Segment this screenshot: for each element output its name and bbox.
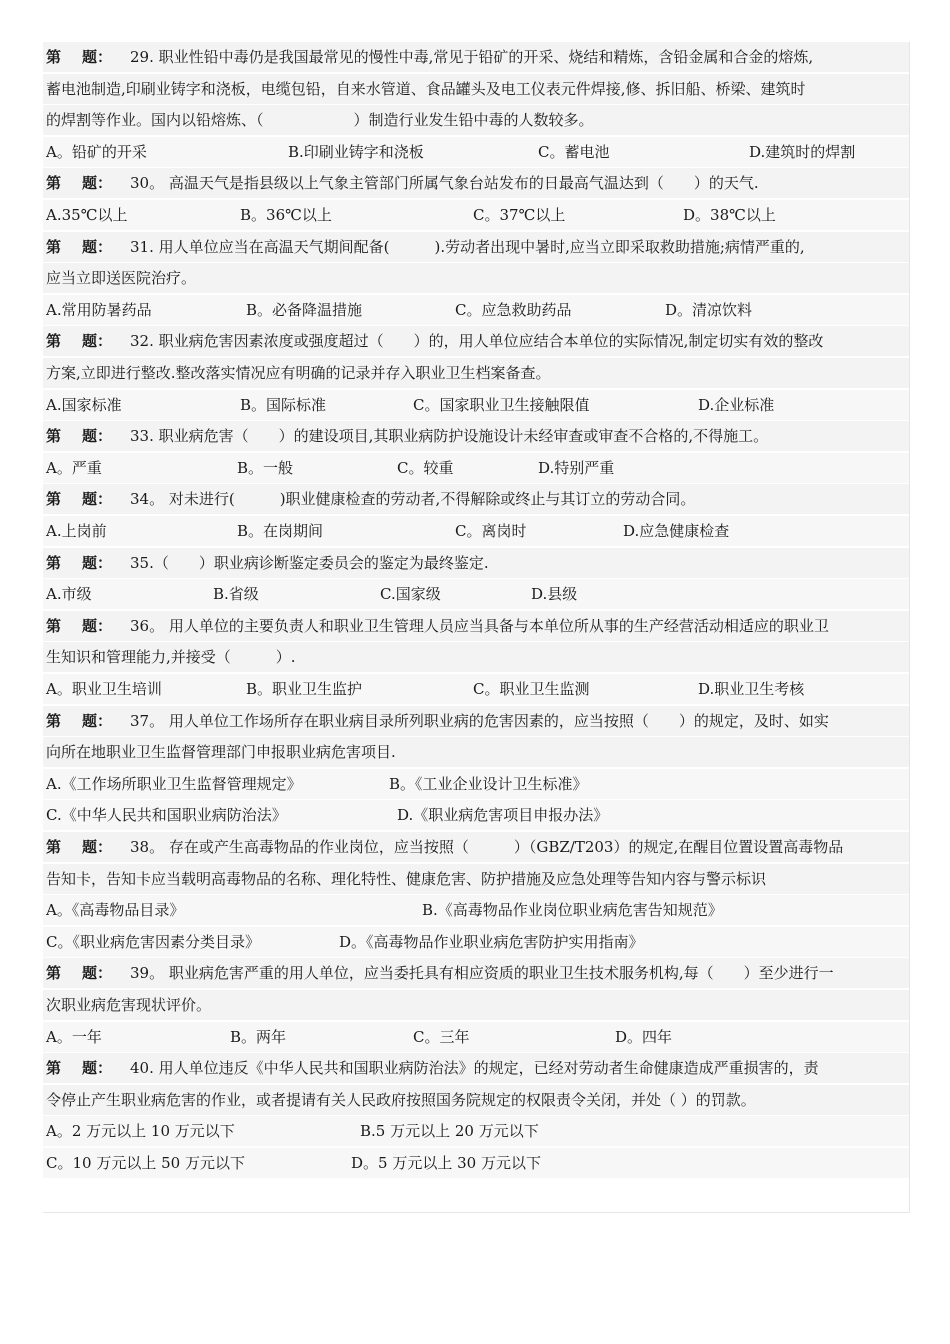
question-text: 33. 职业病危害（ ）的建设项目,其职业病防护设施设计未经审查或审查不合格的,不得施工。 [130, 427, 769, 446]
answer-option[interactable]: A.常用防暑药品 [46, 300, 152, 319]
answer-options-row [43, 137, 909, 167]
answer-options-row [43, 390, 909, 420]
question-label-prefix: 第 [46, 838, 62, 856]
question-text: 次职业病危害现状评价。 [46, 996, 212, 1014]
question-label [46, 232, 130, 262]
question-text: 30。 高温天气是指县级以上气象主管部门所属气象台站发布的日最高气温达到（ ）的天气. [130, 174, 759, 193]
question-label [46, 484, 130, 514]
question-text: 的焊割等作业。国内以铅熔炼、（ ）制造行业发生铅中毒的人数较多。 [46, 111, 594, 130]
question-text: 31. 用人单位应当在高温天气期间配备( ).劳动者出现中暑时,应当立即采取救助措施;病情严重的, [130, 237, 805, 256]
question-text: 令停止产生职业病危害的作业，或者提请有关人民政府按照国务院规定的权限责令关闭，并处（ ）的罚款。 [46, 1090, 756, 1109]
question-label [46, 548, 130, 578]
question-text: 蓄电池制造,印刷业铸字和浇板，电缆包铅，自来水管道、食品罐头及电工仪表元件焊接,修、拆旧船、桥梁、建筑时 [46, 79, 806, 98]
answer-option[interactable]: C.国家级 [380, 585, 441, 604]
answer-options-row [43, 895, 909, 925]
answer-option[interactable]: D.建筑时的焊割 [749, 142, 856, 161]
question-label-suffix: 题： [82, 174, 113, 193]
answer-option[interactable]: B。一般 [237, 458, 294, 477]
answer-options-row [43, 1116, 909, 1146]
question-label [46, 958, 130, 988]
question-text: 生知识和管理能力,并接受（ ）. [46, 648, 296, 667]
exam-page [43, 42, 910, 1213]
question-line [43, 864, 909, 894]
answer-options-row [43, 200, 909, 230]
question-text: 告知卡，告知卡应当载明高毒物品的名称、理化特性、健康危害、防护措施及应急处理等告知内容与警示标识 [46, 869, 767, 888]
question-label [46, 42, 130, 72]
answer-option[interactable]: B。职业卫生监护 [246, 680, 363, 698]
answer-option[interactable]: C。《职业病危害因素分类目录》 [46, 932, 260, 951]
answer-option[interactable]: A。铅矿的开采 [46, 142, 147, 161]
answer-option[interactable]: B.印刷业铸字和浇板 [288, 142, 424, 161]
answer-option[interactable]: B。必备降温措施 [246, 300, 363, 319]
answer-option[interactable]: A.35℃以上 [46, 206, 128, 224]
answer-option[interactable]: D。四年 [615, 1027, 673, 1046]
question-line [43, 611, 909, 641]
question-label [46, 832, 130, 862]
answer-option[interactable]: B。国际标准 [240, 395, 327, 414]
question-line [43, 484, 909, 514]
question-label-suffix: 题： [82, 1059, 113, 1078]
answer-option[interactable]: D.《职业病危害项目申报办法》 [397, 806, 609, 825]
answer-option[interactable]: D。清凉饮料 [665, 300, 753, 319]
answer-options-row [43, 1022, 909, 1052]
answer-option[interactable]: B.《高毒物品作业岗位职业病危害告知规范》 [422, 901, 723, 920]
question-text: 应当立即送医院治疗。 [46, 269, 197, 288]
question-text: 37。 用人单位工作场所存在职业病目录所列职业病的危害因素的，应当按照（ ）的规定，及时、如实 [130, 711, 829, 730]
answer-option[interactable]: C。职业卫生监测 [473, 680, 590, 698]
answer-option[interactable]: D.企业标准 [698, 395, 775, 414]
question-text: 39。 职业病危害严重的用人单位，应当委托具有相应资质的职业卫生技术服务机构,每（ ）至少进行一 [130, 964, 834, 983]
answer-option[interactable]: D。5 万元以上 30 万元以下 [351, 1154, 541, 1172]
question-text: 向所在地职业卫生监督管理部门申报职业病危害项目. [46, 743, 396, 762]
question-label-prefix: 第 [46, 490, 62, 509]
question-line [43, 832, 909, 862]
question-label-prefix: 第 [46, 1059, 62, 1078]
answer-option[interactable]: B。两年 [230, 1027, 287, 1046]
question-label [46, 706, 130, 736]
question-label [46, 421, 130, 451]
answer-option[interactable]: A。职业卫生培训 [46, 680, 162, 698]
answer-option[interactable]: A.国家标准 [46, 395, 122, 414]
answer-options-row [43, 769, 909, 799]
question-label [46, 611, 130, 641]
question-line [43, 168, 909, 198]
question-line [43, 706, 909, 736]
question-line [43, 1053, 909, 1083]
answer-options-row [43, 516, 909, 546]
answer-option[interactable]: D.县级 [531, 585, 578, 604]
question-label [46, 326, 130, 356]
answer-option[interactable]: C。国家职业卫生接触限值 [413, 395, 590, 414]
answer-options-row [43, 1148, 909, 1178]
question-label-suffix: 题： [82, 553, 113, 572]
question-line [43, 1085, 909, 1115]
question-label [46, 1053, 130, 1083]
question-line [43, 42, 909, 72]
answer-options-row [43, 579, 909, 609]
question-line [43, 105, 909, 135]
question-text: 34。 对未进行( )职业健康检查的劳动者,不得解除或终止与其订立的劳动合同。 [130, 490, 696, 509]
answer-option[interactable]: B。36℃以上 [240, 206, 332, 224]
question-line [43, 263, 909, 293]
answer-options-row [43, 453, 909, 483]
question-label-suffix: 题： [82, 711, 113, 730]
question-line [43, 326, 909, 356]
answer-option[interactable]: B.5 万元以上 20 万元以下 [360, 1122, 539, 1141]
answer-options-row [43, 674, 909, 704]
answer-option[interactable]: D.特别严重 [538, 458, 615, 477]
question-text: 36。 用人单位的主要负责人和职业卫生管理人员应当具备与本单位所从事的生产经营活动相适应的职业卫 [130, 616, 829, 635]
question-label-suffix: 题： [82, 616, 113, 635]
answer-option[interactable]: A。一年 [46, 1027, 102, 1046]
answer-options-row [43, 295, 909, 325]
question-line [43, 421, 909, 451]
question-line [43, 358, 909, 388]
question-line [43, 737, 909, 767]
question-label-suffix: 题： [82, 838, 113, 856]
question-label-suffix: 题： [82, 964, 113, 983]
question-label-prefix: 第 [46, 48, 62, 66]
answer-option[interactable]: D.职业卫生考核 [698, 680, 805, 698]
answer-option[interactable]: A。严重 [46, 458, 102, 477]
question-label-prefix: 第 [46, 237, 62, 256]
answer-option[interactable]: B。《工业企业设计卫生标准》 [389, 774, 588, 793]
question-line [43, 74, 909, 104]
answer-option[interactable]: C。蓄电池 [538, 142, 610, 161]
answer-option[interactable]: A.上岗前 [46, 522, 107, 540]
answer-option[interactable]: C。离岗时 [455, 522, 527, 540]
answer-options-row [43, 927, 909, 957]
question-label-suffix: 题： [82, 237, 113, 256]
answer-option[interactable]: A。《高毒物品目录》 [46, 901, 185, 920]
answer-option[interactable]: C。应急救助药品 [455, 300, 572, 319]
question-line [43, 642, 909, 672]
question-label [46, 168, 130, 198]
answer-option[interactable]: C。10 万元以上 50 万元以下 [46, 1154, 245, 1172]
answer-option[interactable]: D.应急健康检查 [623, 522, 730, 540]
question-label-prefix: 第 [46, 553, 62, 572]
answer-option[interactable]: A。2 万元以上 10 万元以下 [46, 1122, 235, 1141]
answer-option[interactable]: D。《高毒物品作业职业病危害防护实用指南》 [339, 932, 644, 951]
question-line [43, 990, 909, 1020]
question-line [43, 548, 909, 578]
answer-option[interactable]: A.《工作场所职业卫生监督管理规定》 [46, 774, 302, 793]
question-text: 方案,立即进行整改.整改落实情况应有明确的记录并存入职业卫生档案备查。 [46, 364, 551, 382]
question-label-prefix: 第 [46, 616, 62, 635]
question-label-prefix: 第 [46, 332, 62, 351]
answer-option[interactable]: C。三年 [413, 1027, 470, 1046]
answer-option[interactable]: C。较重 [397, 458, 454, 477]
answer-option[interactable]: B。在岗期间 [237, 522, 324, 540]
question-label-prefix: 第 [46, 711, 62, 730]
question-label-suffix: 题： [82, 427, 113, 446]
question-text: 35.（ ）职业病诊断鉴定委员会的鉴定为最终鉴定. [130, 553, 489, 572]
question-text: 32. 职业病危害因素浓度或强度超过（ ）的，用人单位应结合本单位的实际情况,制定切实有效的整改 [130, 332, 824, 351]
question-line [43, 232, 909, 262]
question-text: 29. 职业性铅中毒仍是我国最常见的慢性中毒,常见于铅矿的开采、烧结和精炼，含铅金属和合金的熔炼, [130, 48, 814, 66]
answer-option[interactable]: C.《中华人民共和国职业病防治法》 [46, 806, 287, 825]
question-text: 38。 存在或产生高毒物品的作业岗位，应当按照（ ）（GBZ/T203）的规定,在醒目位置设置高毒物品 [130, 838, 844, 856]
question-line [43, 958, 909, 988]
answer-option[interactable]: C。37℃以上 [473, 206, 566, 224]
question-label-prefix: 第 [46, 174, 62, 193]
answer-option[interactable]: B.省级 [213, 585, 259, 604]
question-label-suffix: 题： [82, 490, 113, 509]
question-label-suffix: 题： [82, 48, 113, 66]
answer-option[interactable]: A.市级 [46, 585, 92, 604]
question-text: 40. 用人单位违反《中华人民共和国职业病防治法》的规定，已经对劳动者生命健康造成严重损害的，责 [130, 1059, 819, 1078]
question-label-suffix: 题： [82, 332, 113, 351]
answer-option[interactable]: D。38℃以上 [683, 206, 776, 224]
question-label-prefix: 第 [46, 427, 62, 446]
answer-options-row [43, 800, 909, 830]
question-label-prefix: 第 [46, 964, 62, 983]
